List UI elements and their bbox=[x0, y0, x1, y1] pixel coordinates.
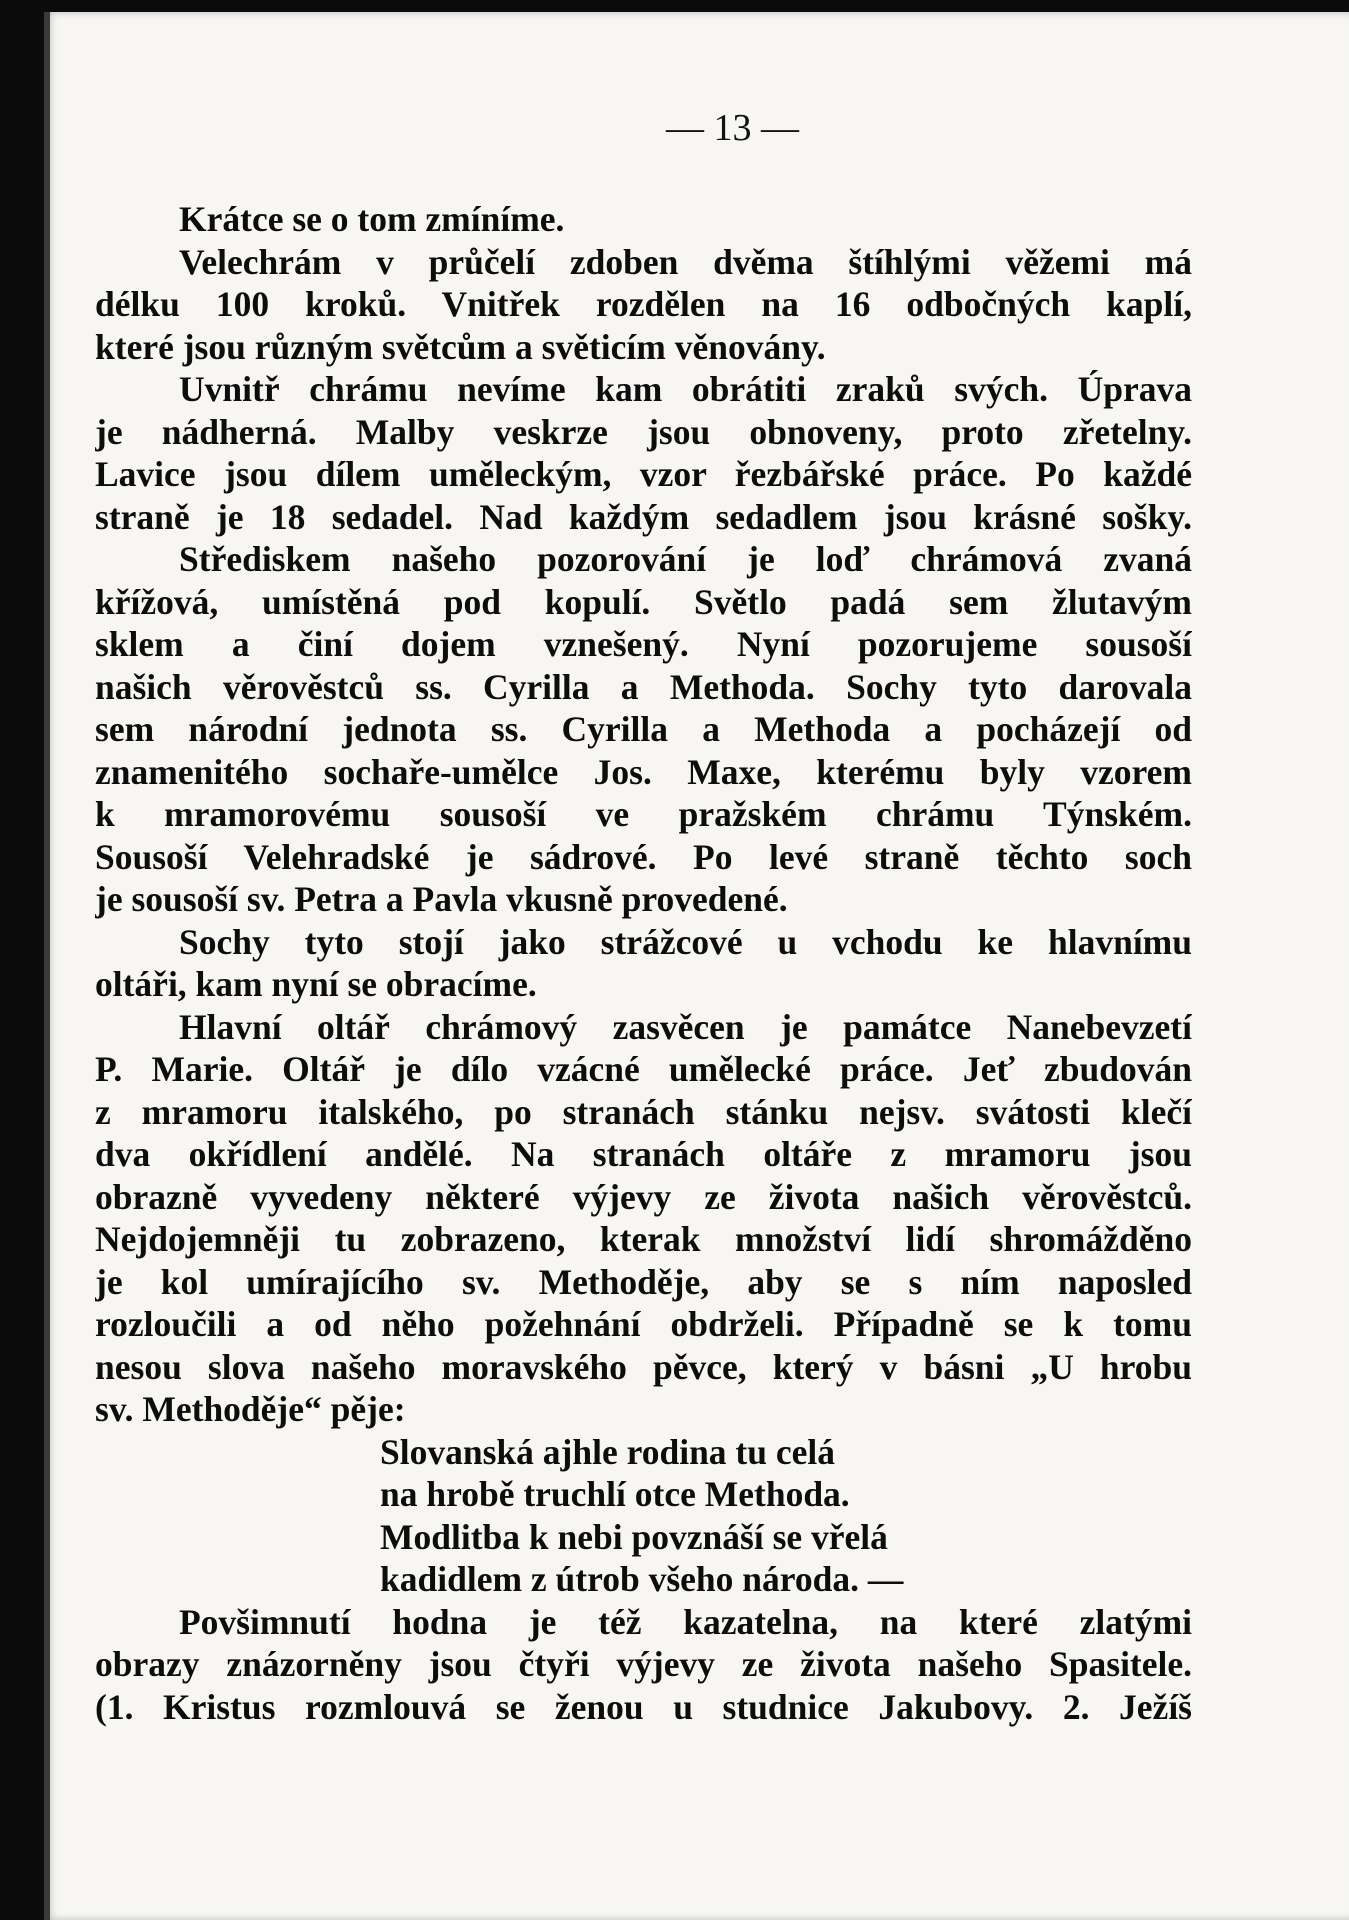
text-line: P. Marie. Oltář je dílo vzácné umělecké práce. Jeť zbudován bbox=[95, 1049, 1192, 1089]
text-line: obrazně vyvedeny některé výjevy ze života našich věrověstců. bbox=[95, 1176, 1192, 1217]
text-line: Nejdojemněji tu zobrazeno, kterak množství lidí shromážděno bbox=[95, 1219, 1192, 1259]
text-line: je kol umírajícího sv. Methoděje, aby se s ním naposled bbox=[95, 1261, 1192, 1302]
verse-line: Slovanská ajhle rodina tu celá bbox=[380, 1431, 835, 1472]
text-line: Velechrám v průčelí zdoben dvěma štíhlými věžemi má bbox=[179, 241, 1192, 282]
text-line: je sousoší sv. Petra a Pavla vkusně provedené. bbox=[95, 879, 788, 919]
verse-line: na hrobě truchlí otce Methoda. bbox=[380, 1474, 850, 1514]
poem-verse bbox=[95, 1431, 1192, 1601]
text-line: které jsou různým světcům a světicím věnovány. bbox=[95, 326, 826, 367]
text-line: Lavice jsou dílem uměleckým, vzor řezbářské práce. Po každé bbox=[95, 454, 1192, 494]
text-line: k mramorovému sousoší ve pražském chrámu Týnském. bbox=[95, 794, 1192, 834]
text-line: (1. Kristus rozmlouvá se ženou u studnice Jakubovy. 2. Ježíš bbox=[95, 1686, 1192, 1727]
text-line: sklem a činí dojem vznešený. Nyní pozorujeme sousoší bbox=[95, 624, 1192, 664]
text-line: rozloučili a od něho požehnání obdrželi. Případně se k tomu bbox=[95, 1304, 1192, 1344]
text-line: znamenitého sochaře-umělce Jos. Maxe, kterému byly vzorem bbox=[95, 751, 1192, 792]
verse-line: Modlitba k nebi povznáší se vřelá bbox=[380, 1516, 888, 1557]
text-line: délku 100 kroků. Vnitřek rozdělen na 16 odbočných kaplí, bbox=[95, 284, 1192, 324]
text-line: křížová, umístěná pod kopulí. Světlo padá sem žlutavým bbox=[95, 581, 1192, 622]
page-spine-edge bbox=[44, 12, 50, 1920]
body-text bbox=[95, 198, 1192, 1728]
text-line: je nádherná. Malby veskrze jsou obnoveny, proto zřetelny. bbox=[95, 411, 1192, 452]
text-line: straně je 18 sedadel. Nad každým sedadlem jsou krásné sošky. bbox=[95, 496, 1192, 537]
text-line: sv. Methoděje“ pěje: bbox=[95, 1389, 406, 1429]
text-line: Krátce se o tom zmíníme. bbox=[179, 199, 565, 239]
text-line: Hlavní oltář chrámový zasvěcen je památce Nanebevzetí bbox=[179, 1006, 1192, 1047]
text-line: Povšimnutí hodna je též kazatelna, na které zlatými bbox=[179, 1601, 1192, 1642]
text-line: Uvnitř chrámu nevíme kam obrátiti zraků svých. Úprava bbox=[179, 369, 1192, 409]
text-line: Střediskem našeho pozorování je loď chrámová zvaná bbox=[179, 539, 1192, 579]
text-line: našich věrověstců ss. Cyrilla a Methoda. Sochy tyto darovala bbox=[95, 666, 1192, 707]
text-line: Sochy tyto stojí jako strážcové u vchodu ke hlavnímu bbox=[179, 921, 1192, 962]
text-line: nesou slova našeho moravského pěvce, který v básni „U hrobu bbox=[95, 1346, 1192, 1387]
text-line: z mramoru italského, po stranách stánku nejsv. svátosti klečí bbox=[95, 1091, 1192, 1132]
page-number: — 13 — bbox=[666, 107, 799, 149]
text-line: dva okřídlení andělé. Na stranách oltáře z mramoru jsou bbox=[95, 1134, 1192, 1174]
text-line: Sousoší Velehradské je sádrové. Po levé straně těchto soch bbox=[95, 836, 1192, 877]
text-line: obrazy znázorněny jsou čtyři výjevy ze života našeho Spasitele. bbox=[95, 1644, 1192, 1684]
text-line: sem národní jednota ss. Cyrilla a Methoda a pocházejí od bbox=[95, 709, 1192, 749]
text-line: oltáři, kam nyní se obracíme. bbox=[95, 964, 537, 1004]
verse-line: kadidlem z útrob všeho národa. — bbox=[380, 1559, 904, 1599]
